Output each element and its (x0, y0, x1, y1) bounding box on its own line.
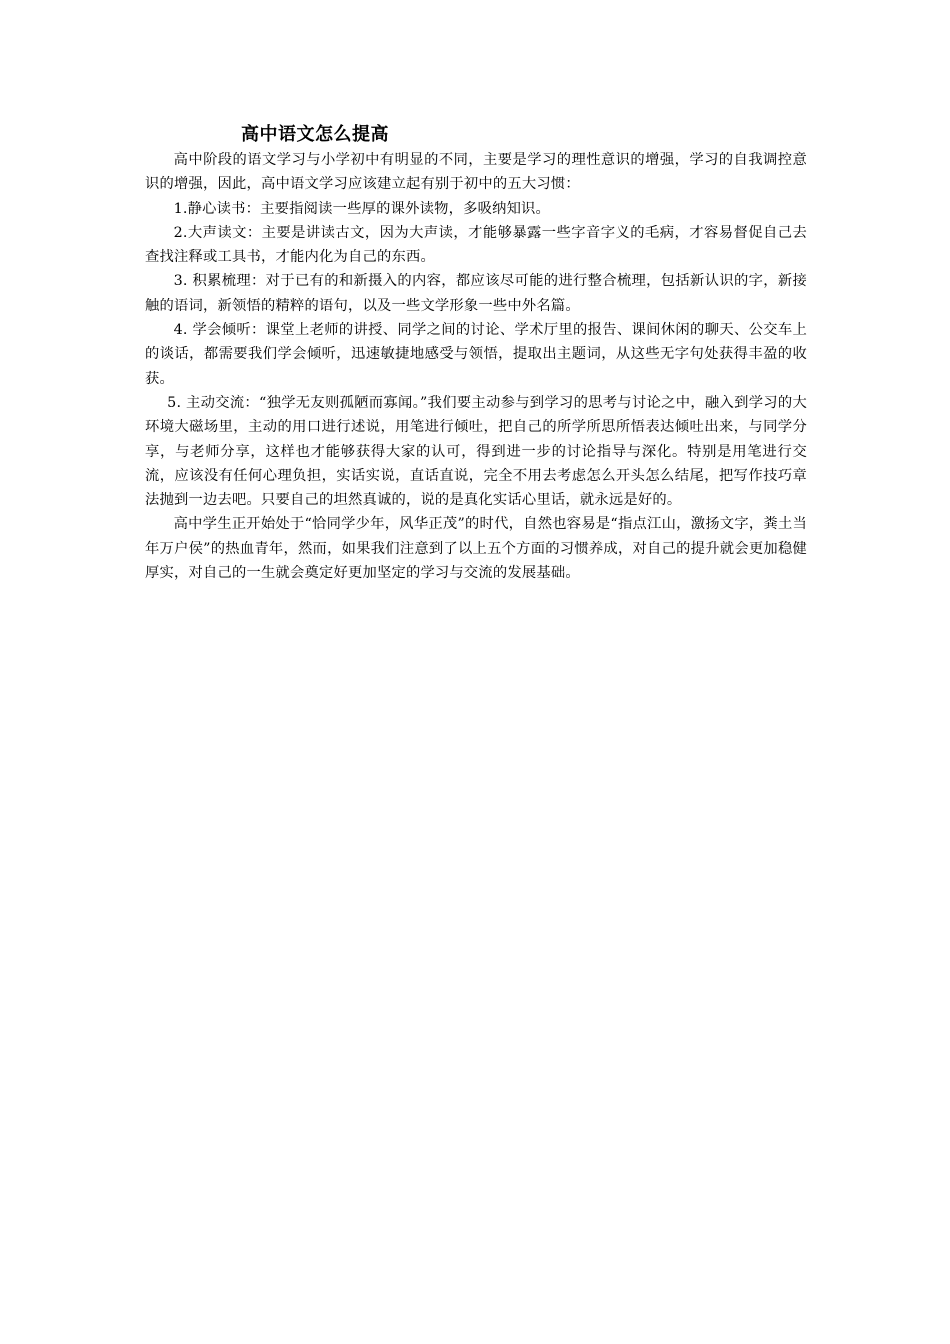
habit-2-paragraph: 2.大声读文：主要是讲读古文，因为大声读，才能够暴露一些字音字义的毛病，才容易督促自己去查找注释或工具书，才能内化为自己的东西。 (145, 224, 807, 266)
habit-1-paragraph: 1.静心读书：主要指阅读一些厚的课外读物，多吸纳知识。 (173, 200, 551, 217)
conclusion-paragraph: 高中学生正开始处于“恰同学少年，风华正茂”的时代，自然也容易是“指点江山，激扬文字，粪土当年万户侯”的热血青年，然而，如果我们注意到了以上五个方面的习惯养成，对自己的提升就会更加稳健厚实，对自己的一生就会奠定好更加坚定的学习与交流的发展基础。 (145, 516, 807, 582)
document-page (145, 122, 807, 585)
habit-5-paragraph: 5. 主动交流：“独学无友则孤陋而寡闻。”我们要主动参与到学习的思考与讨论之中，融入到学习的大环境大磁场里，主动的用口进行述说，用笔进行倾吐，把自己的所学所思所悟表达倾吐出来，与同学分享，与老师分享，这样也才能够获得大家的认可，得到进一步的讨论指导与深化。特别是用笔进行交流，应该没有任何心理负担，实话实说，直话直说，完全不用去考虑怎么开头怎么结尾，把写作技巧章法抛到一边去吧。只要自己的坦然真诚的，说的是真化实话心里话，就永远是好的。 (145, 394, 807, 509)
document-title: 高中语文怎么提高 (241, 124, 389, 145)
intro-paragraph: 高中阶段的语文学习与小学初中有明显的不同，主要是学习的理性意识的增强，学习的自我调控意识的增强，因此，高中语文学习应该建立起有别于初中的五大习惯： (145, 152, 807, 193)
habit-4-paragraph: 4. 学会倾听：课堂上老师的讲授、同学之间的讨论、学术厅里的报告、课间休闲的聊天、公交车上的谈话，都需要我们学会倾听，迅速敏捷地感受与领悟，提取出主题词，从这些无字句处获得丰盈的收获。 (145, 322, 807, 387)
habit-3-paragraph: 3. 积累梳理：对于已有的和新摄入的内容，都应该尽可能的进行整合梳理，包括新认识的字，新接触的语词，新领悟的精粹的语句，以及一些文学形象一些中外名篇。 (145, 273, 807, 314)
